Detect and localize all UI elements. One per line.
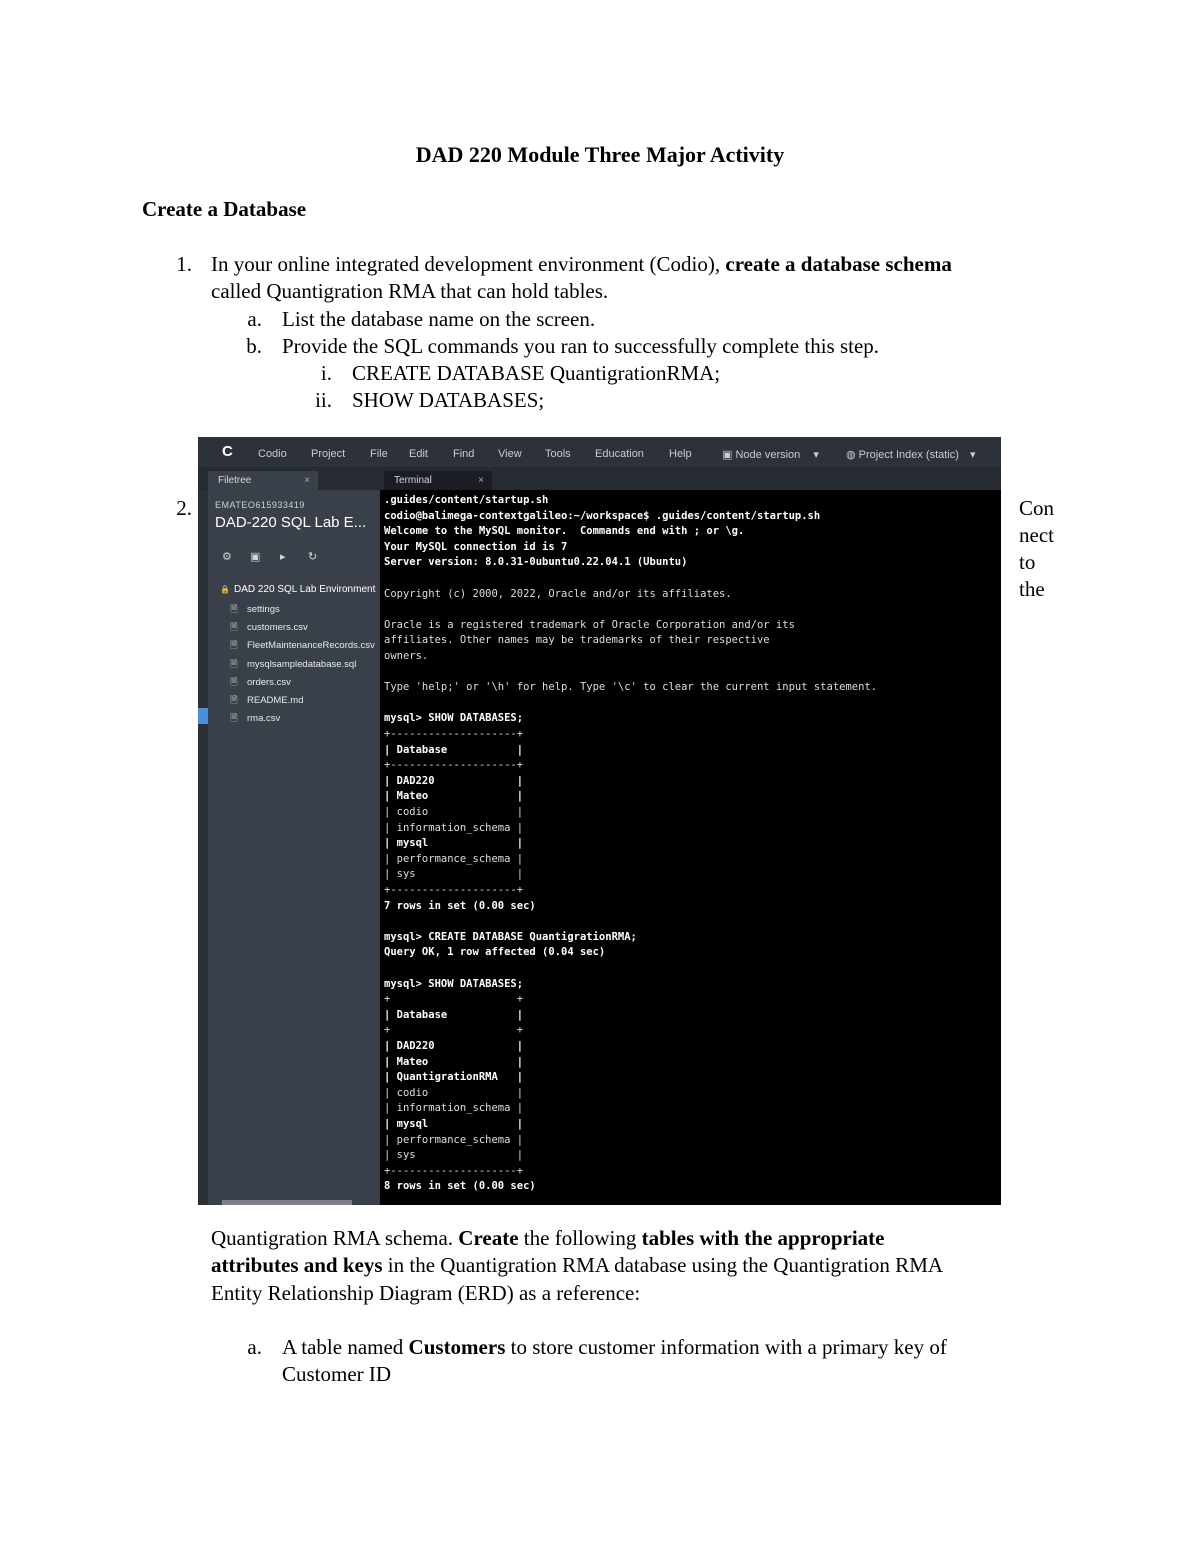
terminal-line: | Database | (384, 743, 524, 756)
terminal-line: +--------------------+ (384, 759, 524, 772)
tree-root[interactable] (220, 584, 375, 595)
terminal-line: 7 rows in set (0.00 sec) (384, 899, 536, 912)
terminal-line: | mysql | (384, 1118, 524, 1130)
refresh-icon[interactable]: ↻ (308, 551, 318, 563)
terminal-line: + + (384, 993, 524, 1006)
menu-file[interactable]: File (370, 448, 388, 460)
menu-education[interactable]: Education (595, 448, 644, 460)
step-1bii-text: SHOW DATABASES; (352, 388, 545, 412)
step-1-line-1-bold: create a database schema (725, 252, 952, 276)
section-heading: Create a Database (142, 197, 307, 221)
project-name[interactable]: DAD-220 SQL Lab E... (215, 514, 367, 531)
terminal-line: Query OK, 1 row affected (0.04 sec) (384, 946, 606, 959)
tab-terminal[interactable] (384, 471, 492, 490)
terminal-line: | DAD220 | (384, 774, 524, 787)
terminal-line: codio@balimega-contextgalileo:~/workspace$ .guides/content/startup.sh (384, 509, 821, 522)
file-item[interactable] (230, 602, 280, 618)
step-2a-line-1 (282, 1334, 947, 1361)
step-1-line-2: called Quantigration RMA that can hold tables. (211, 279, 609, 303)
file-icon: 🗎 (230, 622, 238, 633)
tree-root-label: DAD 220 SQL Lab Environment (233, 584, 376, 595)
file-name: settings (247, 604, 280, 615)
side-word-3: to (1019, 550, 1036, 574)
filetree-sidebar (208, 490, 380, 1205)
file-item[interactable] (230, 693, 303, 709)
step-1-line-1 (211, 251, 952, 278)
menu-codio[interactable]: Codio (258, 448, 287, 460)
step-2-bold-tables: tables with the appropriate (641, 1226, 885, 1250)
step-2a-bold: Customers (408, 1335, 506, 1359)
file-name: orders.csv (247, 677, 291, 688)
terminal-line: | performance_schema | (384, 1133, 524, 1146)
file-name: FleetMaintenanceRecords.csv (247, 640, 375, 651)
file-icon: 🗎 (230, 640, 238, 651)
file-icon: 🗎 (230, 604, 238, 615)
node-version-label: Node version (735, 449, 801, 461)
terminal-line: | mysql | (384, 837, 524, 850)
terminal-line: mysql> SHOW DATABASES; (384, 977, 524, 990)
codio-logo-icon: C (222, 443, 233, 460)
terminal-line: + + (384, 1024, 524, 1037)
step-2-line-2-text: in the Quantigration RMA database using the Quantigration RMA (382, 1253, 944, 1277)
step-2a-text-post: to store customer information with a primary key of (505, 1335, 947, 1359)
step-2a-label: a. (247, 1335, 262, 1359)
terminal-line: | codio | (384, 1086, 524, 1099)
side-word-1: Con (1019, 496, 1055, 520)
step-1b-text: Provide the SQL commands you ran to successfully complete this step. (282, 334, 880, 358)
close-icon[interactable]: × (478, 475, 484, 486)
globe-icon: ◍ (846, 449, 856, 461)
step-2-line-2 (211, 1252, 943, 1279)
node-version-dropdown[interactable] (722, 448, 819, 461)
terminal-line: Welcome to the MySQL monitor. Commands end with ; or \g. (384, 525, 745, 538)
step-2-number: 2. (176, 496, 192, 520)
step-1a-text: List the database name on the screen. (282, 307, 596, 331)
step-2-line-1 (211, 1225, 885, 1252)
new-file-icon[interactable]: ▣ (250, 551, 261, 563)
file-item[interactable] (230, 657, 356, 673)
left-gutter (198, 490, 208, 1205)
terminal-line: | information_schema | (384, 821, 524, 834)
terminal-line: | DAD220 | (384, 1040, 524, 1052)
terminal-line: | Mateo | (384, 790, 524, 803)
run-icon[interactable]: ▸ (280, 551, 286, 563)
menu-tools[interactable]: Tools (545, 448, 571, 460)
terminal-line: +--------------------+ (384, 1164, 524, 1177)
step-2-line-1-mid: the following (518, 1226, 642, 1250)
terminal-line: +--------------------+ (384, 884, 524, 896)
step-1b-label: b. (246, 334, 262, 358)
step-2-bold-keys: attributes and keys (211, 1253, 383, 1277)
terminal-line: | Database | (384, 1008, 524, 1021)
terminal-panel[interactable] (380, 490, 1001, 1205)
step-1a-label: a. (247, 307, 262, 331)
file-name: README.md (247, 695, 304, 706)
file-item[interactable] (230, 711, 280, 727)
terminal-line: Server version: 8.0.31-0ubuntu0.22.04.1 (Ubuntu) (384, 556, 688, 569)
terminal-line: mysql> CREATE DATABASE QuantigrationRMA; (384, 930, 637, 943)
step-1bi-text: CREATE DATABASE QuantigrationRMA; (352, 361, 721, 385)
menu-find[interactable]: Find (453, 448, 475, 460)
step-1-number: 1. (176, 252, 192, 276)
terminal-line: mysql> SHOW DATABASES; (384, 712, 524, 725)
codio-screenshot (198, 437, 1001, 1205)
menu-project[interactable]: Project (311, 448, 346, 460)
terminal-line: | Mateo | (384, 1055, 524, 1068)
document-title: DAD 220 Module Three Major Activity (415, 142, 785, 167)
panel-tabs (198, 467, 1001, 490)
tab-filetree[interactable] (208, 471, 318, 490)
horizontal-scrollbar[interactable] (222, 1200, 352, 1205)
project-index-label: Project Index (static) (858, 449, 959, 461)
file-name: mysqlsampledatabase.sql (247, 659, 357, 670)
step-2-line-3: Entity Relationship Diagram (ERD) as a reference: (211, 1281, 641, 1305)
terminal-line: | sys | (384, 1149, 524, 1162)
file-item[interactable] (230, 620, 308, 636)
settings-icon[interactable]: ⚙ (222, 551, 232, 563)
tab-filetree-label: Filetree (218, 475, 252, 486)
terminal-line: +--------------------+ (384, 728, 524, 740)
terminal-line: Type 'help;' or '\h' for help. Type '\c' to clear the current input statement. (384, 681, 878, 694)
terminal-line: | QuantigrationRMA | (384, 1071, 524, 1084)
terminal-line: Oracle is a registered trademark of Oracle Corporation and/or its (384, 618, 795, 631)
project-index-dropdown[interactable] (846, 448, 976, 461)
terminal-line: | codio | (384, 806, 524, 818)
step-2a-line-2: Customer ID (282, 1362, 392, 1386)
chevron-down-icon: ▾ (970, 449, 976, 461)
ide-menubar (198, 437, 1001, 467)
step-1-line-1-text: In your online integrated development environment (Codio), (211, 252, 726, 276)
chevron-down-icon: ▾ (813, 449, 819, 461)
menu-view[interactable]: View (498, 448, 522, 460)
lock-icon: 🔒 (220, 585, 230, 594)
terminal-line: | sys | (384, 868, 524, 881)
monitor-icon: ▣ (722, 449, 733, 461)
file-name: rma.csv (247, 713, 281, 724)
step-2-bold-create: Create (458, 1226, 519, 1250)
step-1bii-label: ii. (315, 388, 332, 412)
file-icon: 🗎 (230, 695, 238, 706)
side-word-2: nect (1019, 523, 1054, 547)
menu-help[interactable]: Help (669, 448, 692, 460)
tab-terminal-label: Terminal (394, 475, 432, 486)
terminal-line: Your MySQL connection id is 7 (384, 540, 568, 553)
terminal-line: owners. (384, 650, 429, 662)
step-2a-text: A table named (282, 1335, 409, 1359)
file-icon: 🗎 (230, 677, 238, 688)
file-name: customers.csv (247, 622, 308, 633)
terminal-line: .guides/content/startup.sh (384, 494, 549, 506)
project-id: EMATEO615933419 (215, 500, 305, 510)
file-item[interactable] (230, 675, 291, 691)
file-icon: 🗎 (230, 713, 238, 724)
terminal-line: 8 rows in set (0.00 sec) (384, 1180, 536, 1193)
file-icon: 🗎 (230, 659, 238, 670)
gutter-highlight (198, 708, 208, 724)
side-word-4: the (1019, 577, 1045, 601)
terminal-line: | performance_schema | (384, 852, 524, 865)
close-icon[interactable]: × (304, 475, 310, 486)
step-2-line-1-text: Quantigration RMA schema. (211, 1226, 459, 1250)
menu-edit[interactable]: Edit (409, 448, 428, 460)
step-1bi-label: i. (320, 361, 332, 385)
terminal-line: | information_schema | (384, 1102, 524, 1115)
terminal-line: affiliates. Other names may be trademarks of their respective (384, 634, 770, 647)
file-item[interactable] (230, 638, 375, 654)
terminal-line: Copyright (c) 2000, 2022, Oracle and/or its affiliates. (384, 587, 732, 600)
